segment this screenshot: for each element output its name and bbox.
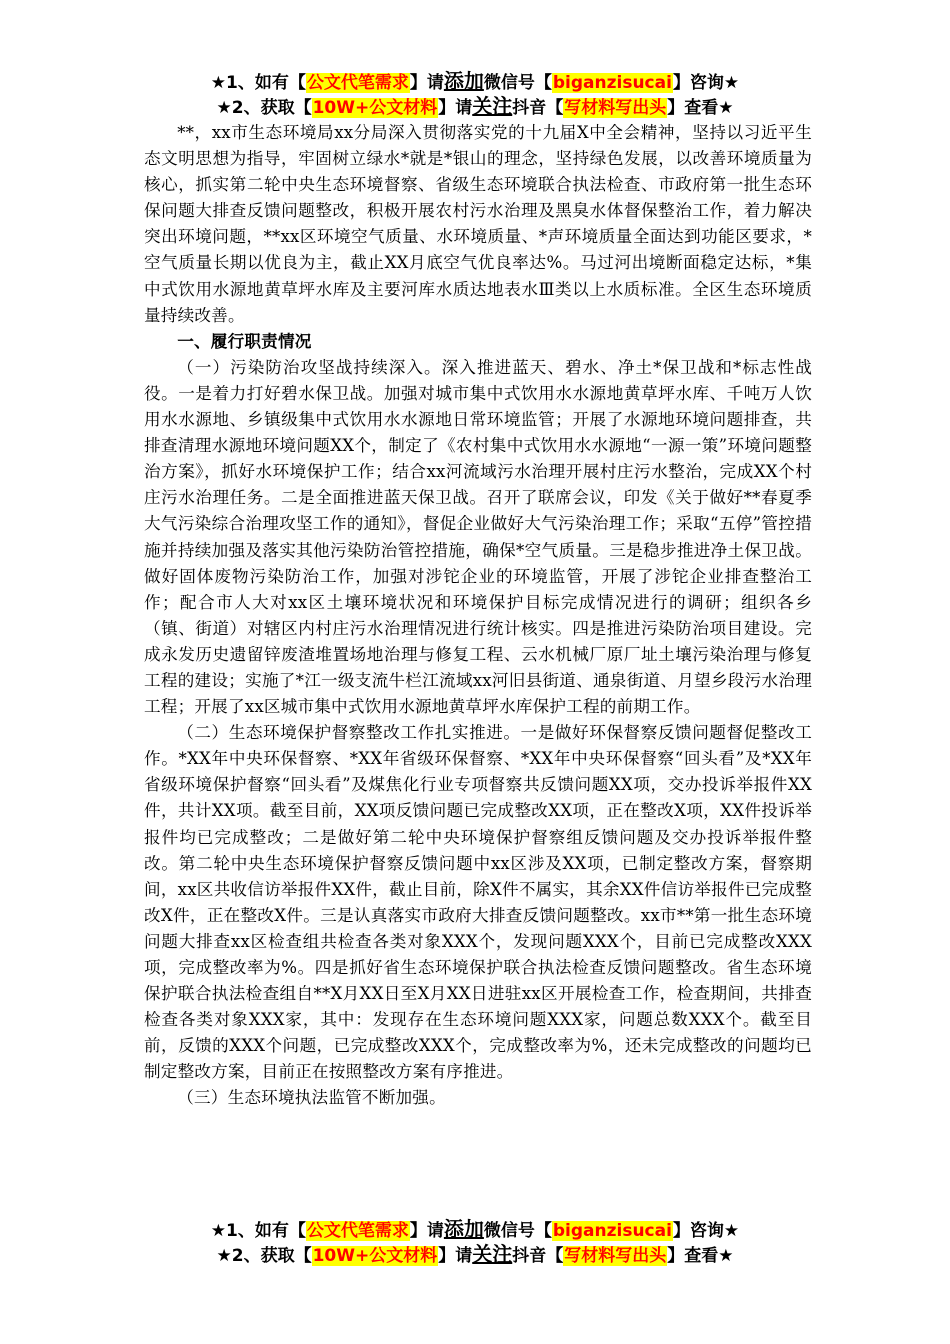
banner-underline: 添加 [443,69,484,93]
banner-highlight: 10W+公文材料 [312,1246,438,1266]
banner-text: ★2、获取【 [216,98,312,118]
header-banner-line2 [0,95,950,119]
banner-underline: 关注 [472,94,513,118]
banner-text: 微信号【 [483,73,552,93]
body-paragraph: （一）污染防治攻坚战持续深入。深入推进蓝天、碧水、净土*保卫战和*标志性战役。一是着力打好碧水保卫战。加强对城市集中式饮用水水源地黄草坪水库、千吨万人饮用水水源地、乡镇级集中式饮用水水源地日常环境监管；开展了水源地环境问题排查，共排查清理水源地环境问题XX个，制定了《农村集中式饮用水水源地“一源一策”环境问题整治方案》，抓好水环境保护工作；结合xx河流域污水治理开展村庄污水整治，完成XX个村庄污水治理任务。二是全面推进蓝天保卫战。召开了联席会议，印发《关于做好**春夏季大气污染综合治理攻坚工作的通知》，督促企业做好大气污染治理工作；采取“五停”管控措施并持续加强及落实其他污染防治管控措施，确保*空气质量。三是稳步推进净土保卫战。做好固体废物污染防治工作，加强对涉铊企业的环境监管，开展了涉铊企业排查整治工作；配合市人大对xx区土壤环境状况和环境保护目标完成情况进行的调研；组织各乡（镇、街道）对辖区内村庄污水治理情况进行统计核实。四是推进污染防治项目建设。完成永发历史遗留锌废渣堆置场地治理与修复工程、云水机械厂原厂址土壤污染治理与修复工程的建设；实施了*江一级支流牛栏江流域xx河旧县街道、通泉街道、月望乡段污水治理工程；开展了xx区城市集中式饮用水源地黄草坪水库保护工程的前期工作。 [144,357,812,717]
footer-banner-line1 [0,1218,950,1242]
banner-highlight: 公文代笔需求 [306,73,409,93]
header-banner-line1 [0,70,950,94]
intro-paragraph: **，xx市生态环境局xx分局深入贯彻落实党的十九届X中全会精神，坚持以习近平生态文明思想为指导，牢固树立绿水*就是*银山的理念，坚持绿色发展，以改善环境质量为核心，抓实第二轮中央生态环境督察、省级生态环境联合执法检查、市政府第一批生态环保问题大排查反馈问题整改，积极开展农村污水治理及黑臭水体督保整治工作，着力解决突出环境问题，**xx区环境空气质量、水环境质量、*声环境质量全面达到功能区要求，*空气质量长期以优良为主，截止XX月底空气优良率达%。马过河出境断面稳定达标，*集中式饮用水源地黄草坪水库及主要河库水质达地表水Ⅲ类以上水质标准。全区生态环境质量持续改善。 [144,123,812,325]
section-heading: 一、履行职责情况 [177,331,312,351]
banner-text: 抖音【 [512,1246,564,1266]
banner-highlight: biganzisucai [552,73,672,93]
banner-underline: 关注 [472,1242,513,1266]
banner-text: 】查看★ [667,1246,734,1266]
banner-text: 】请 [409,73,444,93]
banner-highlight: biganzisucai [552,1221,672,1241]
banner-text: 抖音【 [512,98,564,118]
banner-text: 】咨询★ [672,1221,740,1241]
banner-text: ★2、获取【 [216,1246,312,1266]
banner-text: 】咨询★ [672,73,740,93]
banner-highlight: 写材料写出头 [564,98,667,118]
banner-highlight: 写材料写出头 [564,1246,667,1266]
footer-banner-line2 [0,1243,950,1267]
banner-highlight: 10W+公文材料 [312,98,438,118]
banner-text: 微信号【 [483,1221,552,1241]
banner-text: 】查看★ [667,98,734,118]
banner-underline: 添加 [443,1217,484,1241]
banner-text: ★1、如有【 [210,73,306,93]
body-paragraph: （二）生态环境保护督察整改工作扎实推进。一是做好环保督察反馈问题督促整改工作。*XX年中央环保督察、*XX年省级环保督察、*XX年中央环保督察“回头看”及*XX年省级环境保护督察“回头看”及煤焦化行业专项督察共反馈问题XX项，交办投诉举报件XX件，共计XX项。截至目前，XX项反馈问题已完成整改XX项，正在整改X项，XX件投诉举报件均已完成整改；二是做好第二轮中央环境保护督察组反馈问题及交办投诉举报件整改。第二轮中央生态环境保护督察反馈问题中xx区涉及XX项，已制定整改方案，督察期间，xx区共收信访举报件XX件，截止目前，除X件不属实，其余XX件信访举报件已完成整改X件，正在整改X件。三是认真落实市政府大排查反馈问题整改。xx市**第一批生态环境问题大排查xx区检查组共检查各类对象XXX个，发现问题XXX个，目前已完成整改XXX项，完成整改率为%。四是抓好省生态环境保护联合执法检查反馈问题整改。省生态环境保护联合执法检查组自**X月XX日至X月XX日进驻xx区开展检查工作，检查期间，共排查检查各类对象XXX家，其中：发现存在生态环境问题XXX家，问题总数XXX个。截至目前，反馈的XXX个问题，已完成整改XXX个，完成整改率为%，还未完成整改的问题均已制定整改方案，目前正在按照整改方案有序推进。 [144,723,812,1082]
banner-text: 】请 [438,98,473,118]
document-body [144,120,812,1112]
banner-text: 】请 [438,1246,473,1266]
body-paragraph: （三）生态环境执法监管不断加强。 [177,1088,446,1108]
banner-text: ★1、如有【 [210,1221,306,1241]
banner-text: 】请 [409,1221,444,1241]
banner-highlight: 公文代笔需求 [306,1221,409,1241]
